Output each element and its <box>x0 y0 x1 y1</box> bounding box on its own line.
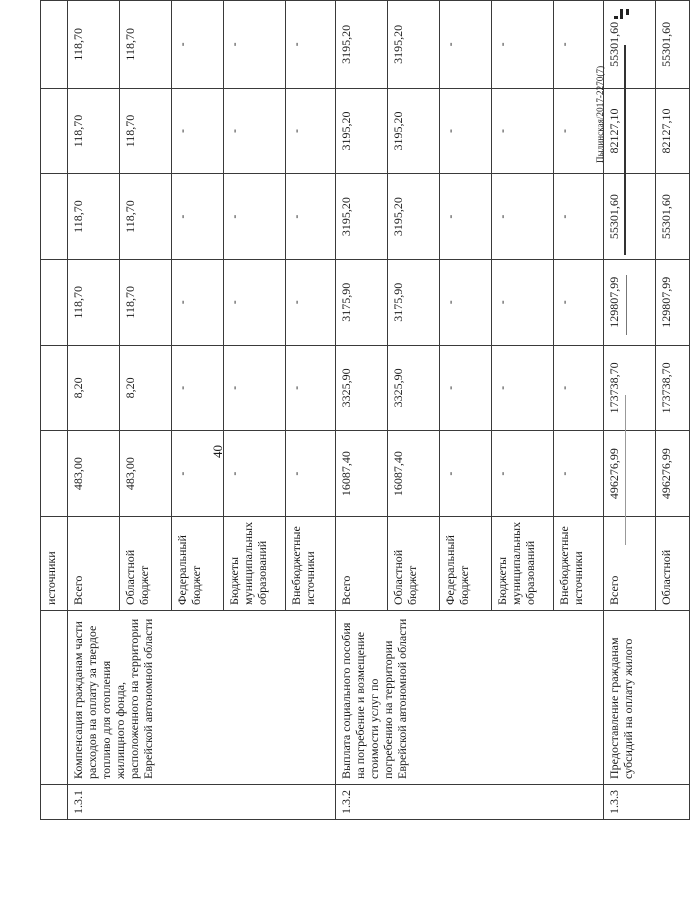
amount-cell: 483,00 <box>120 431 172 517</box>
funding-source: Бюджеты муниципальных образований <box>224 516 286 610</box>
amount-cell: 118,70 <box>120 259 172 345</box>
blank-cell <box>41 1 68 89</box>
amount-cell: 3195,20 <box>336 88 388 174</box>
amount-cell: - <box>440 88 492 174</box>
page-number: 40 <box>210 445 225 458</box>
funding-source: Всего <box>68 516 120 610</box>
amount-cell: 55301,60 <box>656 174 690 260</box>
amount-cell: - <box>224 345 286 431</box>
amount-cell: - <box>172 259 224 345</box>
amount-cell: 55301,60 <box>604 1 656 89</box>
funding-source: Областной <box>656 516 690 610</box>
amount-cell: 118,70 <box>68 88 120 174</box>
funding-source: Областной бюджет <box>388 516 440 610</box>
amount-cell: 8,20 <box>120 345 172 431</box>
blank-cell <box>41 785 68 820</box>
funding-source: Федеральный бюджет <box>440 516 492 610</box>
amount-cell: 118,70 <box>120 88 172 174</box>
funding-source: Областной бюджет <box>120 516 172 610</box>
amount-cell: 496276,99 <box>604 431 656 517</box>
table-row <box>604 1 656 820</box>
amount-cell: - <box>224 1 286 89</box>
amount-cell: 3325,90 <box>336 345 388 431</box>
table-row <box>336 1 388 820</box>
amount-cell: - <box>440 345 492 431</box>
amount-cell: 55301,60 <box>604 174 656 260</box>
funding-source: Бюджеты муниципальных образований <box>492 516 554 610</box>
header-cell-sources: источники <box>41 516 68 610</box>
measure-description: Предоставление гражданам субсидий на оплату жилого <box>604 611 690 785</box>
amount-cell: 55301,60 <box>656 1 690 89</box>
scan-edge-mark <box>620 9 623 19</box>
blank-cell <box>41 431 68 517</box>
blank-cell <box>41 259 68 345</box>
amount-cell: 3195,20 <box>388 88 440 174</box>
amount-cell: - <box>286 345 336 431</box>
blank-cell <box>41 88 68 174</box>
amount-cell: - <box>554 259 604 345</box>
blank-cell <box>41 611 68 785</box>
amount-cell: - <box>286 259 336 345</box>
budget-table <box>40 0 690 820</box>
amount-cell: - <box>224 88 286 174</box>
amount-cell: - <box>440 431 492 517</box>
amount-cell: - <box>172 431 224 517</box>
funding-source: Внебюджетные источники <box>286 516 336 610</box>
amount-cell: - <box>224 431 286 517</box>
blank-cell <box>41 345 68 431</box>
amount-cell: - <box>554 1 604 89</box>
measure-description: Выплата социального пособия на погребение и возмещение стоимости услуг по погребению на территории Еврейской автономной области <box>336 611 604 785</box>
amount-cell: 118,70 <box>120 174 172 260</box>
scan-edge-mark <box>614 16 618 19</box>
amount-cell: 483,00 <box>68 431 120 517</box>
row-number: 1.3.1 <box>68 785 336 820</box>
amount-cell: 3325,90 <box>388 345 440 431</box>
amount-cell: - <box>286 174 336 260</box>
amount-cell: 82127,10 <box>656 88 690 174</box>
amount-cell: - <box>172 345 224 431</box>
amount-cell: 3195,20 <box>336 1 388 89</box>
scan-artifact-line <box>624 45 626 255</box>
amount-cell: 16087,40 <box>336 431 388 517</box>
amount-cell: - <box>492 174 554 260</box>
amount-cell: 3195,20 <box>388 174 440 260</box>
amount-cell: - <box>172 174 224 260</box>
amount-cell: - <box>440 1 492 89</box>
amount-cell: - <box>492 88 554 174</box>
amount-cell: - <box>492 259 554 345</box>
amount-cell: 118,70 <box>68 174 120 260</box>
amount-cell: - <box>492 345 554 431</box>
scan-artifact-line <box>626 275 627 335</box>
table-body <box>41 1 690 820</box>
amount-cell: 173738,70 <box>656 345 690 431</box>
amount-cell: - <box>492 1 554 89</box>
amount-cell: 16087,40 <box>388 431 440 517</box>
amount-cell: - <box>224 174 286 260</box>
amount-cell: - <box>554 431 604 517</box>
amount-cell: 118,70 <box>120 1 172 89</box>
amount-cell: 118,70 <box>68 259 120 345</box>
row-number: 1.3.2 <box>336 785 604 820</box>
row-number: 1.3.3 <box>604 785 690 820</box>
table-row <box>68 1 120 820</box>
amount-cell: 129807,99 <box>604 259 656 345</box>
amount-cell: - <box>286 431 336 517</box>
funding-source: Федеральный бюджет <box>172 516 224 610</box>
scan-edge-mark <box>626 9 629 15</box>
amount-cell: - <box>224 259 286 345</box>
amount-cell: 118,70 <box>68 1 120 89</box>
amount-cell: 3175,90 <box>336 259 388 345</box>
amount-cell: 8,20 <box>68 345 120 431</box>
amount-cell: - <box>286 88 336 174</box>
measure-description: Компенсация гражданам части расходов на оплату за твердое топливо для отопления жилищного фонда, расположенного на территории Еврейской автономной области <box>68 611 336 785</box>
amount-cell: - <box>172 1 224 89</box>
amount-cell: - <box>440 259 492 345</box>
amount-cell: - <box>492 431 554 517</box>
amount-cell: - <box>172 88 224 174</box>
amount-cell: - <box>554 345 604 431</box>
amount-cell: 3175,90 <box>388 259 440 345</box>
amount-cell: 3195,20 <box>388 1 440 89</box>
amount-cell: - <box>440 174 492 260</box>
table-row <box>41 1 68 820</box>
amount-cell: 129807,99 <box>656 259 690 345</box>
blank-cell <box>41 174 68 260</box>
amount-cell: 82127,10 <box>604 88 656 174</box>
document-reference: Пылинская/2017-2270(7) <box>595 65 605 163</box>
amount-cell: 173738,70 <box>604 345 656 431</box>
funding-source: Внебюджетные источники <box>554 516 604 610</box>
amount-cell: - <box>554 88 604 174</box>
amount-cell: 3195,20 <box>336 174 388 260</box>
funding-source: Всего <box>336 516 388 610</box>
amount-cell: 496276,99 <box>656 431 690 517</box>
funding-source: Всего <box>604 516 656 610</box>
amount-cell: - <box>286 1 336 89</box>
amount-cell: - <box>554 174 604 260</box>
scan-artifact-line <box>625 395 626 545</box>
